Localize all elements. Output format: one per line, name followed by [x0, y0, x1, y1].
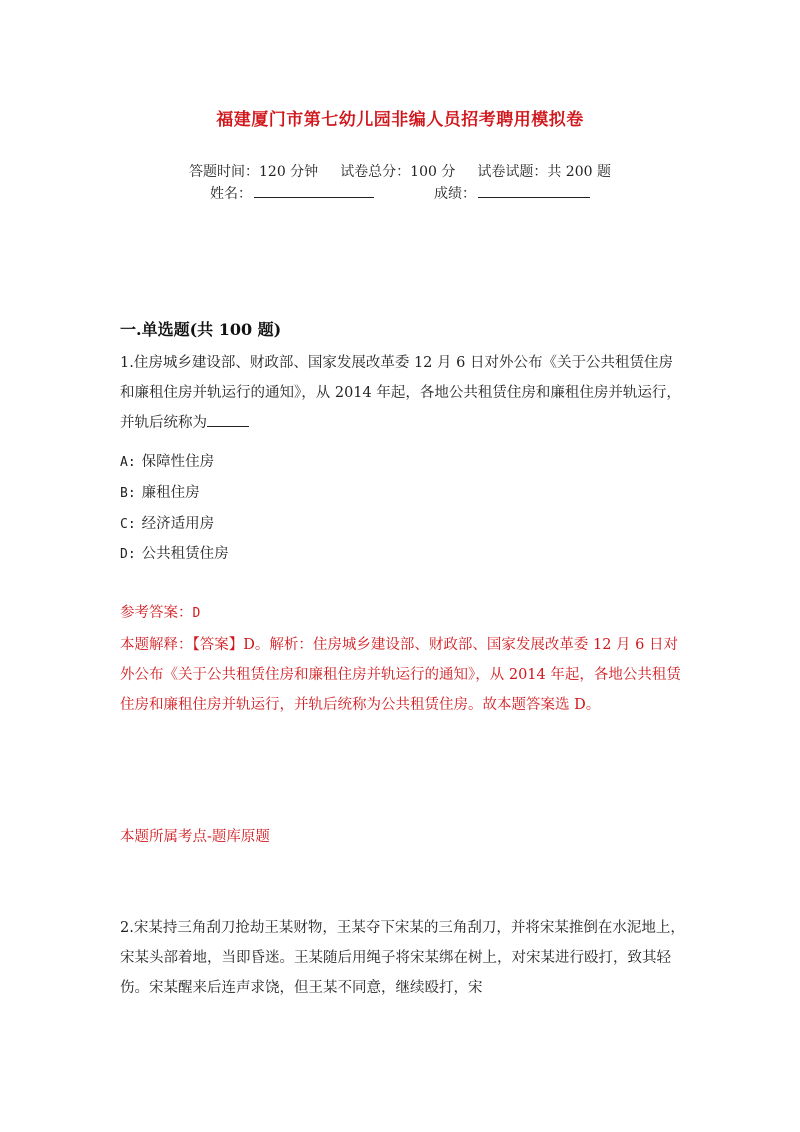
candidate-info-line: [0, 183, 800, 203]
option-text: 保障性住房: [141, 454, 215, 470]
question-1-text: 1.住房城乡建设部、财政部、国家发展改革委 12 月 6 日对外公布《关于公共租赁住房和廉租住房并轨运行的通知》，从 2014 年起，各地公共租赁住房和廉租住房并轨运行，并轨后统称为: [120, 355, 681, 431]
option-a[interactable]: [120, 450, 214, 471]
option-b[interactable]: [120, 481, 200, 502]
answer-label: 参考答案：: [120, 605, 193, 621]
total-score-label: 试卷总分：100 分: [340, 164, 456, 180]
option-text: 经济适用房: [141, 516, 215, 532]
exam-title: 福建厦门市第七幼儿园非编人员招考聘用模拟卷: [216, 110, 584, 130]
option-letter: B:: [120, 486, 136, 501]
question-2-text: 2.宋某持三角刮刀抢劫王某财物，王某夺下宋某的三角刮刀，并将宋某推倒在水泥地上，宋某头部着地，当即昏迷。王某随后用绳子将宋某绑在树上，对宋某进行殴打，致其轻伤。宋某醒来后连声求饶，但王某不同意，继续殴打，宋: [120, 920, 685, 996]
option-letter: C:: [120, 517, 136, 532]
section-title: 一.单选题(共 100 题): [120, 320, 282, 339]
option-text: 公共租赁住房: [141, 546, 229, 562]
option-text: 廉租住房: [141, 485, 200, 501]
reference-answer: [120, 601, 200, 622]
question-2: [120, 913, 685, 1003]
name-label: 姓名：: [210, 186, 252, 202]
name-blank[interactable]: [254, 185, 374, 198]
topic-note: 本题所属考点-题库原题: [120, 829, 270, 845]
question-1: [120, 348, 685, 438]
answer-explanation: 本题解释：【答案】D。解析：住房城乡建设部、财政部、国家发展改革委 12 月 6 日对外公布《关于公共租赁住房和廉租住房并轨运行的通知》，从 2014 年起，各地公共租赁住房和廉租住房并轨运行，并轨后统称为公共租赁住房。故本题答案选 D。: [120, 637, 681, 713]
answer-blank: [207, 412, 249, 427]
answer-value: D: [192, 606, 201, 621]
score-blank[interactable]: [478, 185, 590, 198]
option-d[interactable]: [120, 542, 229, 563]
option-letter: D:: [120, 547, 136, 562]
option-letter: A:: [120, 455, 136, 470]
score-label: 成绩：: [434, 186, 476, 202]
option-c[interactable]: [120, 512, 214, 533]
question-count-label: 试卷试题：共 200 题: [477, 164, 611, 180]
time-label: 答题时间：120 分钟: [189, 164, 319, 180]
exam-info-line: [0, 161, 800, 181]
